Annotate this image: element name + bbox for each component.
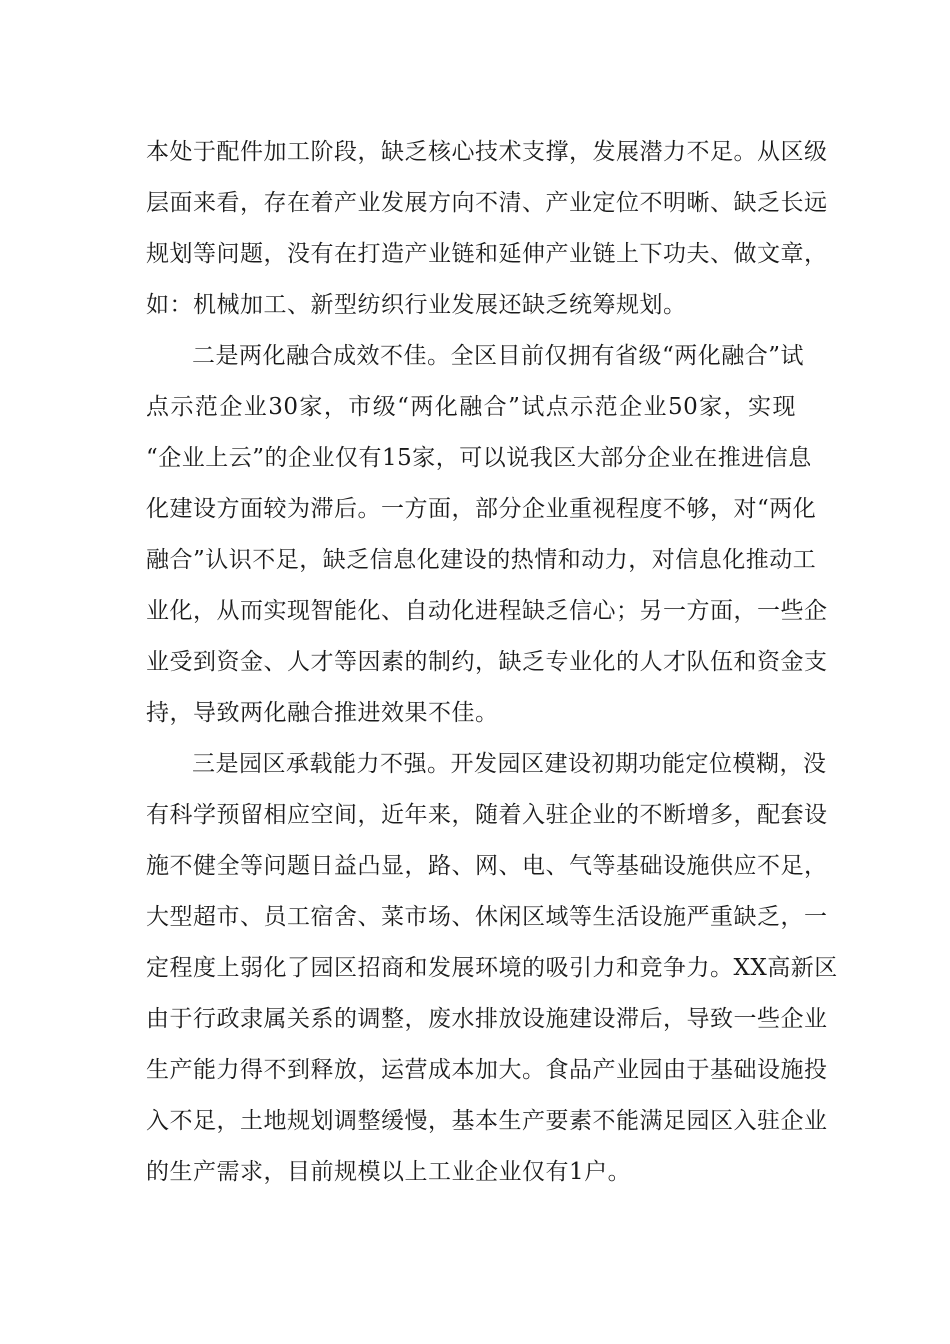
text-line: 融合”认识不足，缺乏信息化建设的热情和动力，对信息化推动工 xyxy=(146,547,817,573)
text-line: 层面来看，存在着产业发展方向不清、产业定位不明晰、缺乏长远 xyxy=(146,190,828,216)
text-line: 由于行政隶属关系的调整，废水排放设施建设滞后，导致一些企业 xyxy=(146,1006,828,1032)
text-line: 业化，从而实现智能化、自动化进程缺乏信心；另一方面，一些企 xyxy=(146,598,828,624)
text-line: 规划等问题，没有在打造产业链和延伸产业链上下功夫、做文章， xyxy=(146,241,828,267)
text-line: 点示范企业30家，市级“两化融合”试点示范企业50家，实现 xyxy=(146,394,796,420)
text-line: 大型超市、员工宿舍、菜市场、休闲区域等生活设施严重缺乏，一 xyxy=(146,904,828,930)
text-line: 业受到资金、人才等因素的制约，缺乏专业化的人才队伍和资金支 xyxy=(146,649,828,675)
text-line: 生产能力得不到释放，运营成本加大。食品产业园由于基础设施投 xyxy=(146,1057,828,1083)
text-line: 三是园区承载能力不强。开发园区建设初期功能定位模糊，没 xyxy=(192,751,827,777)
text-line: 施不健全等问题日益凸显，路、网、电、气等基础设施供应不足， xyxy=(146,853,828,879)
text-line: 二是两化融合成效不佳。全区目前仅拥有省级“两化融合”试 xyxy=(192,343,805,369)
text-line: 本处于配件加工阶段，缺乏核心技术支撑，发展潜力不足。从区级 xyxy=(146,139,828,165)
text-line: 化建设方面较为滞后。一方面，部分企业重视程度不够，对“两化 xyxy=(146,496,817,522)
text-line: 入不足，土地规划调整缓慢，基本生产要素不能满足园区入驻企业 xyxy=(146,1108,828,1134)
text-line: “企业上云”的企业仅有15家，可以说我区大部分企业在推进信息 xyxy=(146,445,812,471)
text-line: 有科学预留相应空间，近年来，随着入驻企业的不断增多，配套设 xyxy=(146,802,828,828)
text-line: 的生产需求，目前规模以上工业企业仅有1户。 xyxy=(146,1159,632,1185)
text-line: 如：机械加工、新型纺织行业发展还缺乏统筹规划。 xyxy=(146,292,687,318)
text-line: 持，导致两化融合推进效果不佳。 xyxy=(146,700,499,726)
text-line: 定程度上弱化了园区招商和发展环境的吸引力和竞争力。XX高新区 xyxy=(146,955,838,981)
